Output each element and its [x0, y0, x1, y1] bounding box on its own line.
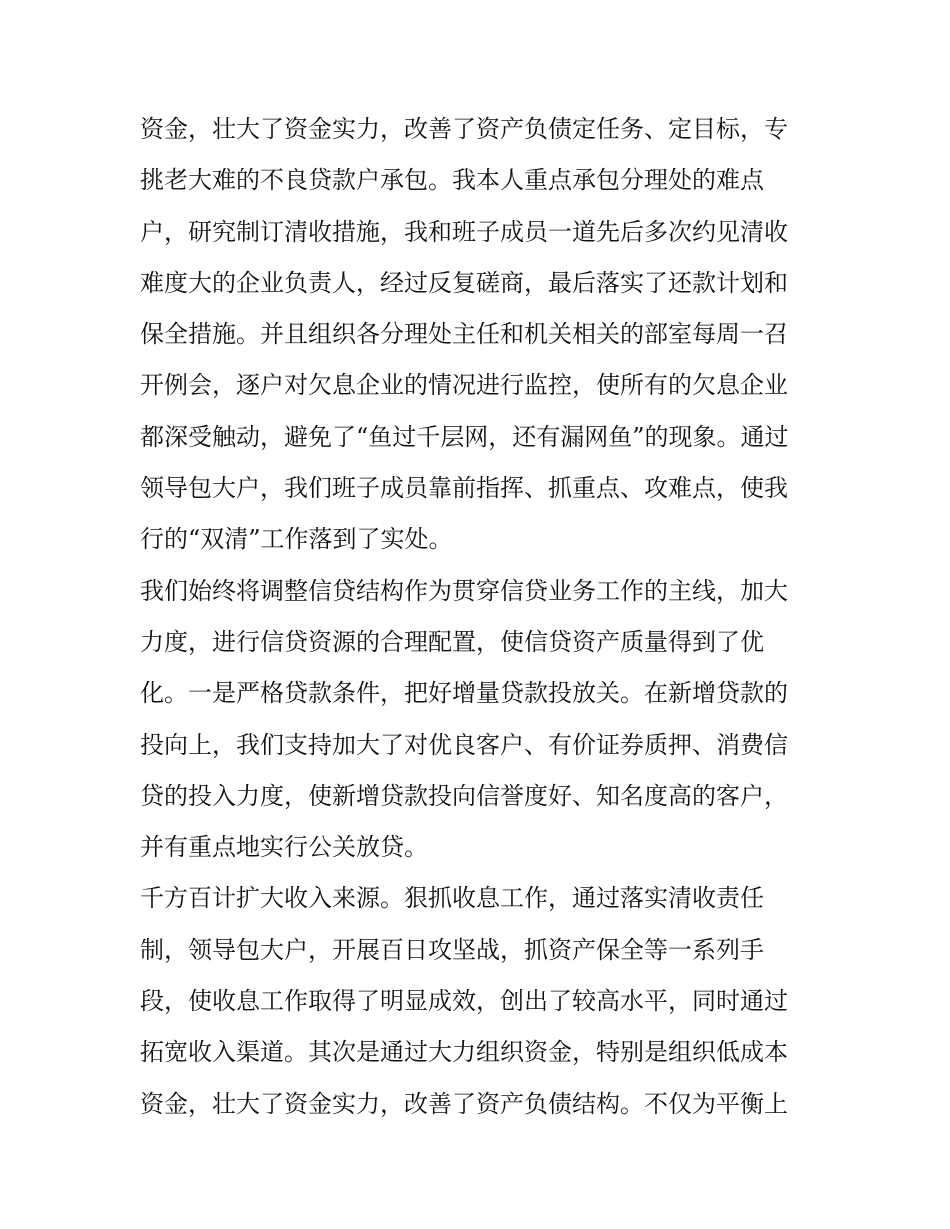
text-line: 都深受触动，避免了“鱼过千层网，还有漏网鱼”的现象。通过 [140, 422, 789, 451]
text-line: 并有重点地实行公关放贷。 [140, 833, 428, 862]
text-line: 资金，壮大了资金实力，改善了资产负债结构。不仅为平衡上 [140, 1089, 788, 1118]
text-line: 力度，进行信贷资源的合理配置，使信贷资产质量得到了优 [140, 627, 764, 656]
text-line: 保全措施。并且组织各分理处主任和机关相关的部室每周一召 [140, 320, 788, 349]
text-line: 段，使收息工作取得了明显成效，创出了较高水平，同时通过 [140, 987, 788, 1016]
text-line: 行的“双清”工作落到了实处。 [140, 525, 453, 554]
text-line: 户，研究制订清收措施，我和班子成员一道先后多次约见清收 [140, 217, 788, 246]
text-line: 我们始终将调整信贷结构作为贯穿信贷业务工作的主线，加大 [140, 576, 788, 605]
text-line: 开例会，逐户对欠息企业的情况进行监控，使所有的欠息企业 [140, 371, 788, 400]
text-line: 挑老大难的不良贷款户承包。我本人重点承包分理处的难点 [140, 166, 764, 195]
text-line: 资金，壮大了资金实力，改善了资产负债定任务、定目标，专 [140, 115, 788, 143]
text-line: 化。一是严格贷款条件，把好增量贷款投放关。在新增贷款的 [140, 679, 788, 708]
text-line: 贷的投入力度，使新增贷款投向信誉度好、知名度高的客户， [140, 781, 788, 810]
text-line: 领导包大户，我们班子成员靠前指挥、抓重点、攻难点，使我 [140, 474, 788, 503]
text-line: 千方百计扩大收入来源。狠抓收息工作，通过落实清收责任 [140, 884, 764, 913]
body-text [140, 104, 820, 1130]
text-line: 难度大的企业负责人，经过反复磋商，最后落实了还款计划和 [140, 268, 788, 297]
text-line: 制，领导包大户，开展百日攻坚战，抓资产保全等一系列手 [140, 935, 764, 964]
text-line: 投向上，我们支持加大了对优良客户、有价证券质押、消费信 [140, 730, 788, 759]
text-line: 拓宽收入渠道。其次是通过大力组织资金，特别是组织低成本 [140, 1038, 788, 1067]
